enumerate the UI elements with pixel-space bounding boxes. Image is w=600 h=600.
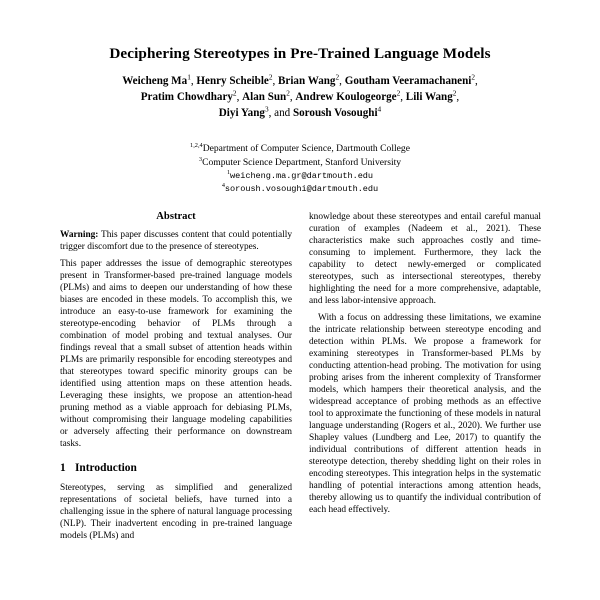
author-name: Diyi Yang	[218, 106, 265, 119]
abstract-heading: Abstract	[156, 210, 196, 222]
author-affiliation-marker: 3	[264, 103, 269, 113]
section-heading-introduction	[60, 462, 292, 476]
author-name: Brian Wang	[278, 75, 336, 87]
affiliation-marker: 4	[221, 181, 225, 189]
author-line-3: Diyi Yang$^3$, and Soroush Vosoughi$^4$	[218, 103, 382, 119]
author-affiliation-marker: 2	[335, 72, 340, 82]
affiliation-text: Department of Computer Science, Dartmouth College	[202, 143, 410, 155]
contact-email	[60, 183, 540, 195]
affiliation-text: Computer Science Department, Stanford University	[202, 157, 402, 169]
author-affiliation-marker: 1	[187, 72, 191, 82]
author-affiliation-marker: 2	[452, 88, 457, 98]
section-number: 1	[60, 461, 66, 474]
author-list	[60, 74, 540, 121]
author-affiliation-marker: 2	[268, 72, 273, 82]
author-conjunction: and	[274, 106, 291, 119]
author-name: Goutham Veeramachaneni	[344, 75, 472, 87]
author-name: Soroush Vosoughi	[292, 106, 378, 119]
author-affiliation-marker: 2	[232, 88, 237, 98]
right-column	[309, 211, 541, 542]
warning-text: This paper discusses content that could potentially trigger discomfort due to the presence of stereotypes.	[60, 229, 292, 252]
affiliation-line	[60, 142, 540, 156]
author-name: Henry Scheible	[196, 75, 269, 87]
affiliation-marker: 1,2,4	[190, 142, 203, 150]
affiliations	[60, 142, 540, 195]
author-name: Pratim Chowdhary	[140, 90, 233, 103]
abstract-warning	[60, 229, 292, 253]
warning-label: Warning:	[60, 229, 99, 240]
author-name: Andrew Koulogeorge	[295, 90, 397, 103]
two-column-body	[60, 211, 540, 542]
author-name: Weicheng Ma	[122, 75, 188, 87]
author-name: Alan Sun	[242, 90, 287, 103]
affiliation-marker: 1	[226, 169, 231, 177]
email-text: weicheng.ma.gr@dartmouth.edu	[230, 171, 374, 182]
email-text: soroush.vosoughi@dartmouth.edu	[224, 183, 379, 194]
author-affiliation-marker: 2	[286, 88, 290, 98]
section-title: Introduction	[75, 461, 137, 474]
abstract-paragraph: This paper addresses the issue of demographic stereotypes present in Transformer-based pre-trained language models (PLMs) and aims to deepen our understanding of how these biases are encoded in these models. To accomplish this, we introduce an easy-to-use framework for examining the stereotype-encoding behavior of PLMs through a combination of model probing and textual analyses. Our findings reveal that a small subset of attention heads within PLMs are primarily responsible for encoding stereotypes and that stereotypes toward specific minority groups can be identified using attention maps on these attention heads. Leveraging these insights, we propose an attention-head pruning method as a viable approach for debiasing PLMs, without compromising their language modeling capabilities or adversely affecting their performance on downstream tasks.	[60, 258, 292, 449]
contact-email	[60, 170, 540, 182]
author-affiliation-marker: 4	[377, 103, 382, 113]
author-affiliation-marker: 2	[471, 72, 476, 82]
author-line-2: Pratim Chowdhary$^2$, Alan Sun$^2$, Andrew Koulogeorge$^2$, Lili Wang$^2$,	[140, 88, 460, 103]
author-affiliation-marker: 2	[396, 88, 401, 98]
page-title: Deciphering Stereotypes in Pre-Trained Language Models	[109, 45, 491, 62]
left-column	[60, 211, 292, 542]
affiliation-line	[60, 156, 540, 170]
introduction-paragraph: Stereotypes, serving as simplified and generalized representations of societal beliefs, have turned into a challenging issue in the sphere of natural language processing (NLP). Their inadvertent encoding in pre-trained language models (PLMs) and	[60, 482, 292, 541]
right-column-paragraph-continued: knowledge about these stereotypes and entail careful manual curation of examples (Nadeem et al., 2021). These characteristics make such approaches costly and time-consuming to implement. Furthermore, they lack the capability to detect newly-emerged or complicated stereotypes, such as intersectional stereotypes, thereby highlighting the need for a more comprehensive, adaptable, and less labor-intensive approach.	[309, 211, 541, 306]
author-name: Lili Wang	[405, 90, 453, 103]
affiliation-marker: 3	[198, 155, 203, 163]
author-line-1: Weicheng Ma$^1$, Henry Scheible$^2$, Brian Wang$^2$, Goutham Veeramachaneni$^2$,	[122, 72, 478, 87]
right-column-paragraph: With a focus on addressing these limitations, we examine the intricate relationship between stereotype encoding and detection within PLMs. We propose a framework for examining stereotypes in Transformer-based PLMs by conducting attention-head probing. The motivation for using probing arises from the inherent complexity of Transformer models, which hampers their theoretical analysis, and the widespread acceptance of probing methods as an effective tool to approximate the functioning of these models in natural language understanding (Rogers et al., 2020). We further use Shapley values (Lundberg and Lee, 2017) to quantify the individual contributions of different attention heads in stereotype detection, thereby shedding light on their roles in encoding stereotypes. This integration helps in the systematic handling of potential interactions among attention heads, thereby allowing us to quantify the individual contribution of each head effectively.	[309, 312, 541, 515]
